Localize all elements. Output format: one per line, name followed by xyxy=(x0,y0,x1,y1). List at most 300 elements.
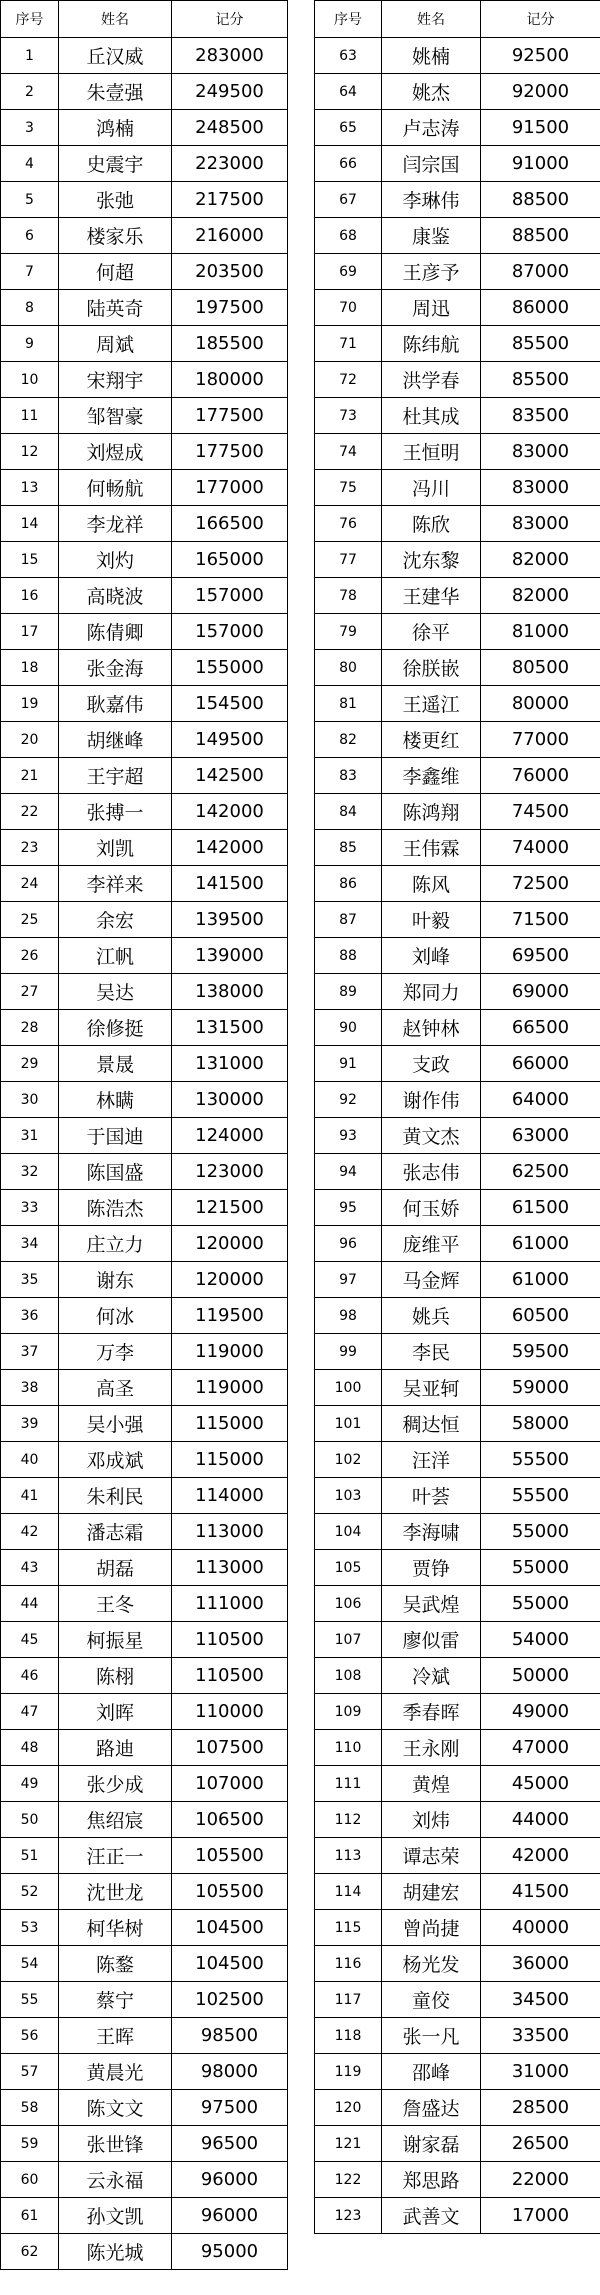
player-score: 55500 xyxy=(481,1478,600,1514)
row-index: 53 xyxy=(1,1910,59,1946)
player-name: 刘峰 xyxy=(382,938,481,974)
table-row xyxy=(1,1154,288,1190)
row-index: 122 xyxy=(315,2162,382,2198)
player-name: 张世锋 xyxy=(59,2126,172,2162)
header-name: 姓名 xyxy=(59,1,172,38)
row-index: 120 xyxy=(315,2090,382,2126)
row-index: 97 xyxy=(315,1262,382,1298)
table-row xyxy=(315,254,600,290)
row-index: 85 xyxy=(315,830,382,866)
player-score: 102500 xyxy=(172,1982,288,2018)
player-score: 106500 xyxy=(172,1802,288,1838)
player-score: 66500 xyxy=(481,1010,600,1046)
player-name: 何玉娇 xyxy=(382,1190,481,1226)
player-score: 98000 xyxy=(172,2054,288,2090)
table-row xyxy=(315,1874,600,1910)
table-row xyxy=(1,2162,288,2198)
player-score: 50000 xyxy=(481,1658,600,1694)
player-name: 童佼 xyxy=(382,1982,481,2018)
row-index: 79 xyxy=(315,614,382,650)
row-index: 25 xyxy=(1,902,59,938)
table-row xyxy=(1,1334,288,1370)
table-row xyxy=(1,722,288,758)
player-name: 景晟 xyxy=(59,1046,172,1082)
player-name: 云永福 xyxy=(59,2162,172,2198)
player-name: 庄立力 xyxy=(59,1226,172,1262)
row-index: 17 xyxy=(1,614,59,650)
row-index: 67 xyxy=(315,182,382,218)
player-score: 130000 xyxy=(172,1082,288,1118)
player-score: 74000 xyxy=(481,830,600,866)
table-row xyxy=(1,1802,288,1838)
player-name: 黄煌 xyxy=(382,1766,481,1802)
table-row xyxy=(1,1910,288,1946)
player-score: 105500 xyxy=(172,1874,288,1910)
player-name: 高圣 xyxy=(59,1370,172,1406)
player-name: 赵钟林 xyxy=(382,1010,481,1046)
row-index: 86 xyxy=(315,866,382,902)
row-index: 99 xyxy=(315,1334,382,1370)
table-row xyxy=(315,110,600,146)
player-name: 丘汉威 xyxy=(59,38,172,74)
player-score: 166500 xyxy=(172,506,288,542)
player-score: 34500 xyxy=(481,1982,600,2018)
player-score: 83000 xyxy=(481,506,600,542)
row-index: 84 xyxy=(315,794,382,830)
player-score: 72500 xyxy=(481,866,600,902)
player-score: 66000 xyxy=(481,1046,600,1082)
table-body-right xyxy=(315,38,600,2234)
player-score: 95000 xyxy=(172,2234,288,2270)
table-row xyxy=(315,902,600,938)
player-score: 115000 xyxy=(172,1442,288,1478)
row-index: 121 xyxy=(315,2126,382,2162)
table-row xyxy=(315,974,600,1010)
player-name: 胡建宏 xyxy=(382,1874,481,1910)
table-row xyxy=(315,362,600,398)
player-score: 123000 xyxy=(172,1154,288,1190)
player-name: 谢东 xyxy=(59,1262,172,1298)
row-index: 107 xyxy=(315,1622,382,1658)
player-score: 107000 xyxy=(172,1766,288,1802)
row-index: 48 xyxy=(1,1730,59,1766)
table-row xyxy=(1,398,288,434)
table-row xyxy=(1,470,288,506)
table-row xyxy=(315,1478,600,1514)
player-name: 陈光城 xyxy=(59,2234,172,2270)
player-score: 177000 xyxy=(172,470,288,506)
table-row xyxy=(315,1046,600,1082)
table-row xyxy=(315,2054,600,2090)
table-row xyxy=(315,434,600,470)
row-index: 115 xyxy=(315,1910,382,1946)
player-name: 朱利民 xyxy=(59,1478,172,1514)
table-row xyxy=(1,1082,288,1118)
player-name: 冯川 xyxy=(382,470,481,506)
player-name: 何畅航 xyxy=(59,470,172,506)
player-score: 82000 xyxy=(481,578,600,614)
player-name: 陈国盛 xyxy=(59,1154,172,1190)
player-score: 124000 xyxy=(172,1118,288,1154)
player-name: 万李 xyxy=(59,1334,172,1370)
player-score: 61000 xyxy=(481,1262,600,1298)
table-row xyxy=(315,1082,600,1118)
player-score: 149500 xyxy=(172,722,288,758)
player-name: 张一凡 xyxy=(382,2018,481,2054)
row-index: 22 xyxy=(1,794,59,830)
player-name: 王永刚 xyxy=(382,1730,481,1766)
player-score: 36000 xyxy=(481,1946,600,1982)
player-name: 柯振星 xyxy=(59,1622,172,1658)
player-name: 路迪 xyxy=(59,1730,172,1766)
player-name: 陈浩杰 xyxy=(59,1190,172,1226)
row-index: 8 xyxy=(1,290,59,326)
table-row xyxy=(1,542,288,578)
table-row xyxy=(315,578,600,614)
player-score: 61500 xyxy=(481,1190,600,1226)
player-score: 113000 xyxy=(172,1550,288,1586)
table-row xyxy=(315,1514,600,1550)
table-row xyxy=(1,1586,288,1622)
table-row xyxy=(315,686,600,722)
table-row xyxy=(315,1406,600,1442)
table-row xyxy=(1,1730,288,1766)
row-index: 18 xyxy=(1,650,59,686)
player-score: 85500 xyxy=(481,362,600,398)
row-index: 1 xyxy=(1,38,59,74)
player-name: 王建华 xyxy=(382,578,481,614)
table-row xyxy=(1,290,288,326)
table-row xyxy=(315,1190,600,1226)
player-name: 江帆 xyxy=(59,938,172,974)
player-name: 陈鸿翔 xyxy=(382,794,481,830)
player-score: 31000 xyxy=(481,2054,600,2090)
table-row xyxy=(1,1118,288,1154)
player-score: 55000 xyxy=(481,1514,600,1550)
player-score: 28500 xyxy=(481,2090,600,2126)
table-row xyxy=(315,1586,600,1622)
player-name: 焦绍宸 xyxy=(59,1802,172,1838)
player-score: 110500 xyxy=(172,1622,288,1658)
row-index: 34 xyxy=(1,1226,59,1262)
table-row xyxy=(315,1658,600,1694)
row-index: 117 xyxy=(315,1982,382,2018)
player-score: 154500 xyxy=(172,686,288,722)
player-score: 76000 xyxy=(481,758,600,794)
row-index: 62 xyxy=(1,2234,59,2270)
player-name: 郑思路 xyxy=(382,2162,481,2198)
player-name: 姚楠 xyxy=(382,38,481,74)
player-name: 何冰 xyxy=(59,1298,172,1334)
table-row xyxy=(315,2018,600,2054)
header-name: 姓名 xyxy=(382,1,481,38)
player-name: 贾铮 xyxy=(382,1550,481,1586)
row-index: 26 xyxy=(1,938,59,974)
table-row xyxy=(1,74,288,110)
row-index: 88 xyxy=(315,938,382,974)
player-name: 谢家磊 xyxy=(382,2126,481,2162)
player-score: 142500 xyxy=(172,758,288,794)
table-row xyxy=(315,290,600,326)
player-name: 吴达 xyxy=(59,974,172,1010)
player-name: 邓成斌 xyxy=(59,1442,172,1478)
row-index: 44 xyxy=(1,1586,59,1622)
player-name: 何超 xyxy=(59,254,172,290)
row-index: 2 xyxy=(1,74,59,110)
row-index: 36 xyxy=(1,1298,59,1334)
player-score: 82000 xyxy=(481,542,600,578)
player-score: 74500 xyxy=(481,794,600,830)
player-score: 83000 xyxy=(481,434,600,470)
row-index: 113 xyxy=(315,1838,382,1874)
player-score: 87000 xyxy=(481,254,600,290)
player-name: 卢志涛 xyxy=(382,110,481,146)
player-score: 120000 xyxy=(172,1262,288,1298)
table-row xyxy=(1,1550,288,1586)
player-score: 26500 xyxy=(481,2126,600,2162)
player-name: 郑同力 xyxy=(382,974,481,1010)
player-name: 杨光发 xyxy=(382,1946,481,1982)
table-row xyxy=(1,1838,288,1874)
player-score: 55000 xyxy=(481,1586,600,1622)
player-score: 64000 xyxy=(481,1082,600,1118)
player-name: 徐朕嵌 xyxy=(382,650,481,686)
row-index: 83 xyxy=(315,758,382,794)
player-name: 沈世龙 xyxy=(59,1874,172,1910)
player-name: 胡磊 xyxy=(59,1550,172,1586)
table-row xyxy=(315,1298,600,1334)
row-index: 116 xyxy=(315,1946,382,1982)
player-name: 叶毅 xyxy=(382,902,481,938)
table-row xyxy=(315,758,600,794)
player-name: 支政 xyxy=(382,1046,481,1082)
player-name: 柯华树 xyxy=(59,1910,172,1946)
table-row xyxy=(315,74,600,110)
row-index: 111 xyxy=(315,1766,382,1802)
player-score: 88500 xyxy=(481,218,600,254)
row-index: 10 xyxy=(1,362,59,398)
row-index: 74 xyxy=(315,434,382,470)
table-row xyxy=(315,1334,600,1370)
player-name: 蔡宁 xyxy=(59,1982,172,2018)
player-name: 王遥江 xyxy=(382,686,481,722)
table-row xyxy=(1,1010,288,1046)
row-index: 55 xyxy=(1,1982,59,2018)
row-index: 91 xyxy=(315,1046,382,1082)
player-score: 119500 xyxy=(172,1298,288,1334)
table-row xyxy=(315,1010,600,1046)
player-score: 283000 xyxy=(172,38,288,74)
player-score: 41500 xyxy=(481,1874,600,1910)
table-row xyxy=(315,1442,600,1478)
player-score: 59500 xyxy=(481,1334,600,1370)
player-score: 139000 xyxy=(172,938,288,974)
player-name: 武善文 xyxy=(382,2198,481,2234)
player-name: 吴亚轲 xyxy=(382,1370,481,1406)
player-score: 248500 xyxy=(172,110,288,146)
player-score: 17000 xyxy=(481,2198,600,2234)
player-name: 陈鍪 xyxy=(59,1946,172,1982)
player-name: 史震宇 xyxy=(59,146,172,182)
table-row xyxy=(315,722,600,758)
player-score: 121500 xyxy=(172,1190,288,1226)
player-name: 冷斌 xyxy=(382,1658,481,1694)
player-score: 203500 xyxy=(172,254,288,290)
table-row xyxy=(315,614,600,650)
table-row xyxy=(1,110,288,146)
player-score: 49000 xyxy=(481,1694,600,1730)
row-index: 33 xyxy=(1,1190,59,1226)
player-name: 闫宗国 xyxy=(382,146,481,182)
player-score: 40000 xyxy=(481,1910,600,1946)
player-score: 110000 xyxy=(172,1694,288,1730)
player-name: 徐修挺 xyxy=(59,1010,172,1046)
row-index: 78 xyxy=(315,578,382,614)
table-row xyxy=(1,686,288,722)
row-index: 32 xyxy=(1,1154,59,1190)
player-name: 孙文凯 xyxy=(59,2198,172,2234)
row-index: 103 xyxy=(315,1478,382,1514)
row-index: 42 xyxy=(1,1514,59,1550)
player-name: 王宇超 xyxy=(59,758,172,794)
table-row xyxy=(315,542,600,578)
table-row xyxy=(1,1982,288,2018)
row-index: 16 xyxy=(1,578,59,614)
player-name: 刘晖 xyxy=(59,1694,172,1730)
player-score: 91000 xyxy=(481,146,600,182)
table-row xyxy=(1,326,288,362)
row-index: 93 xyxy=(315,1118,382,1154)
row-index: 105 xyxy=(315,1550,382,1586)
row-index: 94 xyxy=(315,1154,382,1190)
row-index: 54 xyxy=(1,1946,59,1982)
table-row xyxy=(315,326,600,362)
player-name: 吴武煌 xyxy=(382,1586,481,1622)
player-score: 69500 xyxy=(481,938,600,974)
player-score: 96000 xyxy=(172,2162,288,2198)
player-name: 黄晨光 xyxy=(59,2054,172,2090)
table-row xyxy=(1,1298,288,1334)
player-name: 林瞒 xyxy=(59,1082,172,1118)
player-name: 谭志荣 xyxy=(382,1838,481,1874)
player-score: 98500 xyxy=(172,2018,288,2054)
table-row xyxy=(1,830,288,866)
row-index: 123 xyxy=(315,2198,382,2234)
table-row xyxy=(1,218,288,254)
player-score: 88500 xyxy=(481,182,600,218)
table-row xyxy=(315,650,600,686)
row-index: 80 xyxy=(315,650,382,686)
player-score: 91500 xyxy=(481,110,600,146)
row-index: 6 xyxy=(1,218,59,254)
player-score: 59000 xyxy=(481,1370,600,1406)
table-row xyxy=(1,254,288,290)
table-row xyxy=(315,938,600,974)
row-index: 41 xyxy=(1,1478,59,1514)
player-score: 216000 xyxy=(172,218,288,254)
table-row xyxy=(1,2018,288,2054)
table-row xyxy=(315,1982,600,2018)
row-index: 39 xyxy=(1,1406,59,1442)
row-index: 81 xyxy=(315,686,382,722)
player-name: 黄文杰 xyxy=(382,1118,481,1154)
row-index: 56 xyxy=(1,2018,59,2054)
player-name: 陈栩 xyxy=(59,1658,172,1694)
row-index: 60 xyxy=(1,2162,59,2198)
player-name: 周斌 xyxy=(59,326,172,362)
table-row xyxy=(1,758,288,794)
row-index: 66 xyxy=(315,146,382,182)
player-name: 潘志霜 xyxy=(59,1514,172,1550)
player-score: 96500 xyxy=(172,2126,288,2162)
table-row xyxy=(315,2162,600,2198)
row-index: 14 xyxy=(1,506,59,542)
row-index: 98 xyxy=(315,1298,382,1334)
row-index: 77 xyxy=(315,542,382,578)
header-index: 序号 xyxy=(1,1,59,38)
player-score: 155000 xyxy=(172,650,288,686)
table-row xyxy=(1,1874,288,1910)
player-score: 54000 xyxy=(481,1622,600,1658)
table-row xyxy=(1,1694,288,1730)
player-name: 李海啸 xyxy=(382,1514,481,1550)
table-row xyxy=(315,1226,600,1262)
player-name: 朱壹强 xyxy=(59,74,172,110)
player-name: 季春晖 xyxy=(382,1694,481,1730)
player-name: 廖似雷 xyxy=(382,1622,481,1658)
player-score: 165000 xyxy=(172,542,288,578)
row-index: 3 xyxy=(1,110,59,146)
row-index: 82 xyxy=(315,722,382,758)
player-score: 177500 xyxy=(172,398,288,434)
row-index: 11 xyxy=(1,398,59,434)
player-name: 王彦予 xyxy=(382,254,481,290)
player-name: 余宏 xyxy=(59,902,172,938)
row-index: 28 xyxy=(1,1010,59,1046)
row-index: 47 xyxy=(1,1694,59,1730)
table-row xyxy=(1,1370,288,1406)
row-index: 23 xyxy=(1,830,59,866)
table-row xyxy=(315,1622,600,1658)
player-score: 45000 xyxy=(481,1766,600,1802)
player-name: 姚杰 xyxy=(382,74,481,110)
player-name: 耿嘉伟 xyxy=(59,686,172,722)
row-index: 108 xyxy=(315,1658,382,1694)
header-score: 记分 xyxy=(172,1,288,38)
player-name: 刘灼 xyxy=(59,542,172,578)
player-score: 180000 xyxy=(172,362,288,398)
player-score: 69000 xyxy=(481,974,600,1010)
table-row xyxy=(1,578,288,614)
table-row xyxy=(1,1190,288,1226)
row-index: 69 xyxy=(315,254,382,290)
player-score: 71500 xyxy=(481,902,600,938)
player-score: 92000 xyxy=(481,74,600,110)
table-row xyxy=(315,866,600,902)
player-name: 胡继峰 xyxy=(59,722,172,758)
player-name: 陈倩卿 xyxy=(59,614,172,650)
player-name: 楼更红 xyxy=(382,722,481,758)
player-name: 刘凯 xyxy=(59,830,172,866)
table-row xyxy=(315,146,600,182)
row-index: 96 xyxy=(315,1226,382,1262)
row-index: 52 xyxy=(1,1874,59,1910)
player-score: 96000 xyxy=(172,2198,288,2234)
table-row xyxy=(1,1262,288,1298)
player-score: 131000 xyxy=(172,1046,288,1082)
player-score: 83000 xyxy=(481,470,600,506)
table-row xyxy=(1,1658,288,1694)
